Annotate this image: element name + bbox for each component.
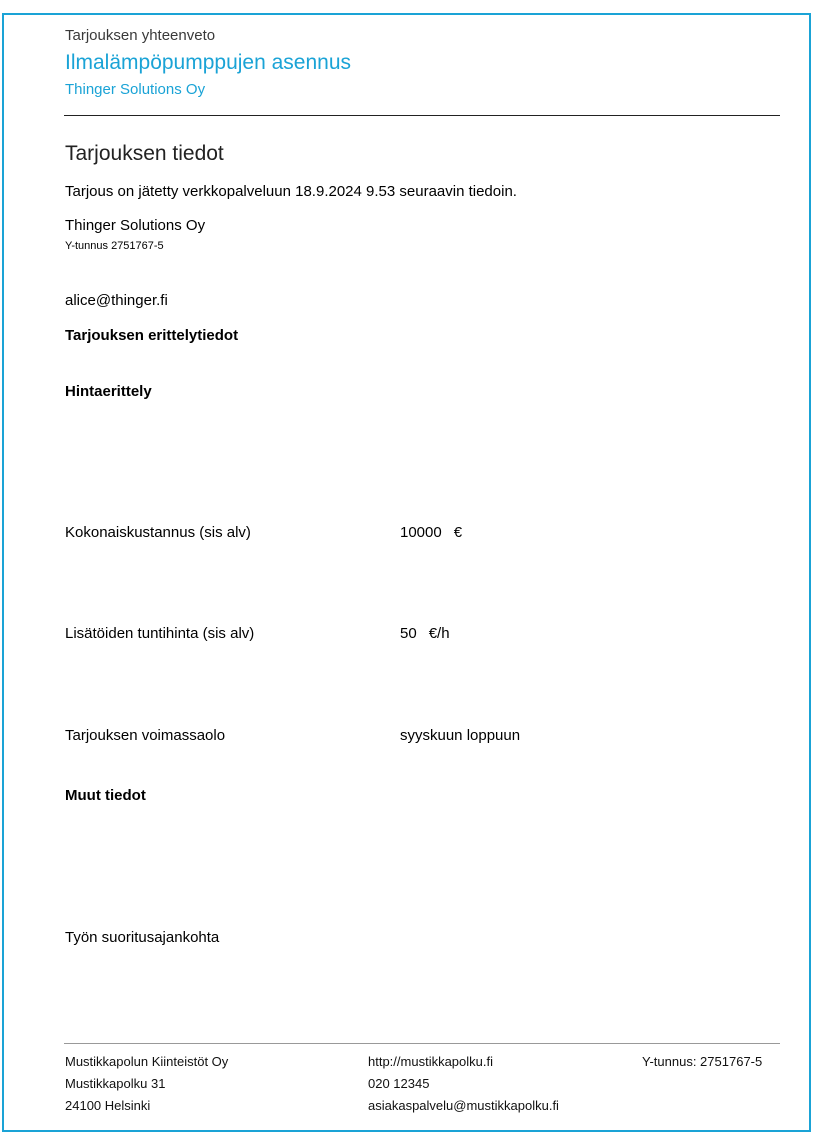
hourly-rate-value [400,625,450,642]
section-title: Tarjouksen tiedot [65,142,224,165]
page-frame [2,13,811,1132]
footer-company: Mustikkapolun Kiinteistöt Oy [65,1054,229,1069]
total-cost-label: Kokonaiskustannus (sis alv) [65,524,251,541]
hourly-rate-label: Lisätöiden tuntihinta (sis alv) [65,625,255,642]
hourly-rate-amount: 50 [400,625,417,642]
footer-city: 24100 Helsinki [65,1098,151,1113]
footer-street: Mustikkapolku 31 [65,1076,166,1091]
document-organization: Thinger Solutions Oy [65,81,206,98]
bidder-business-id: Y-tunnus 2751767-5 [65,240,164,252]
bidder-company: Thinger Solutions Oy [65,217,206,234]
total-cost-unit: € [453,524,463,541]
hourly-rate-unit: €/h [428,625,450,642]
document-title: Ilmalämpöpumppujen asennus [65,51,352,74]
other-info-heading: Muut tiedot [65,787,146,804]
validity-label: Tarjouksen voimassaolo [65,727,226,744]
footer-website-link[interactable]: http://mustikkapolku.fi [368,1054,493,1069]
footer-email-link[interactable]: asiakaspalvelu@mustikkapolku.fi [368,1098,559,1113]
header-divider [64,115,780,116]
footer-business-id: Y-tunnus: 2751767-5 [642,1054,763,1069]
submission-intro: Tarjous on jätetty verkkopalveluun 18.9.2024 9.53 seuraavin tiedoin. [65,183,517,200]
document-kicker: Tarjouksen yhteenveto [65,27,216,44]
footer-divider [64,1043,780,1044]
work-schedule-label: Työn suoritusajankohta [65,929,220,946]
footer-phone: 020 12345 [368,1076,430,1091]
total-cost-value [400,524,462,541]
pricing-heading: Hintaerittely [65,383,152,400]
specification-heading: Tarjouksen erittelytiedot [65,327,239,344]
validity-value: syyskuun loppuun [400,727,521,744]
total-cost-amount: 10000 [400,524,442,541]
bidder-email: alice@thinger.fi [65,292,168,309]
